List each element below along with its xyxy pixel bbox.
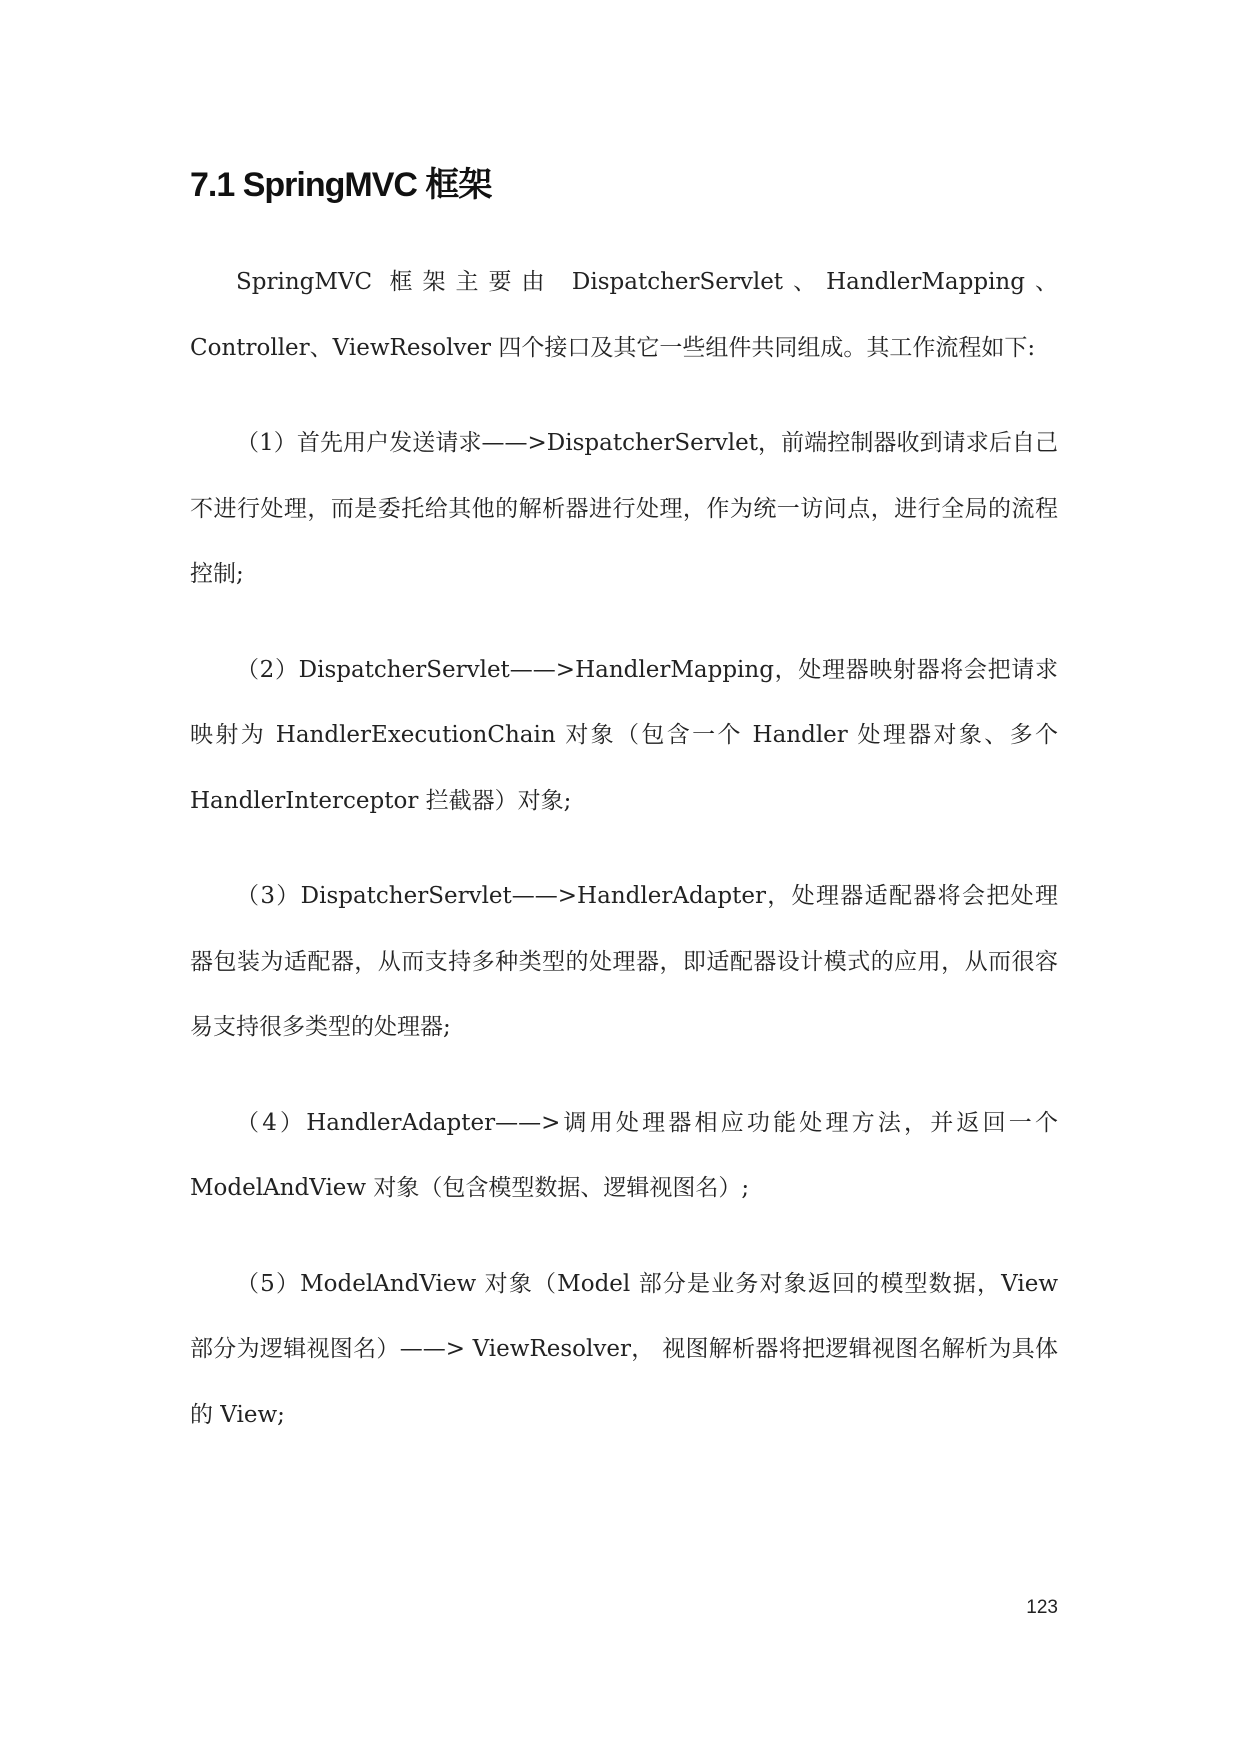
page-number: 123 [1026, 1597, 1058, 1618]
step-5-paragraph: （5）ModelAndView 对象（Model 部分是业务对象返回的模型数据，View 部分为逻辑视图名）——> ViewResolver， 视图解析器将把逻辑视图名解析为具体的 View; [190, 1270, 1058, 1428]
step-4-paragraph: （4）HandlerAdapter——>调用处理器相应功能处理方法，并返回一个 ModelAndView 对象（包含模型数据、逻辑视图名）; [190, 1109, 1058, 1201]
intro-paragraph: SpringMVC 框架主要由 DispatcherServlet、HandlerMapping、Controller、ViewResolver 四个接口及其它一些组件共同组成。其工作流程如下: [190, 269, 1058, 361]
body-text [190, 250, 1058, 1478]
step-1-paragraph: （1）首先用户发送请求——>DispatcherServlet，前端控制器收到请求后自己不进行处理，而是委托给其他的解析器进行处理，作为统一访问点，进行全局的流程控制; [190, 430, 1058, 587]
step-3-paragraph: （3）DispatcherServlet——>HandlerAdapter，处理器适配器将会把处理器包装为适配器，从而支持多种类型的处理器，即适配器设计模式的应用，从而很容易支持很多类型的处理器; [190, 883, 1058, 1040]
step-2-paragraph: （2）DispatcherServlet——>HandlerMapping，处理器映射器将会把请求映射为 HandlerExecutionChain 对象（包含一个 Handler 处理器对象、多个 HandlerInterceptor 拦截器）对象; [190, 656, 1058, 814]
section-title: 7.1 SpringMVC 框架 [190, 166, 492, 204]
